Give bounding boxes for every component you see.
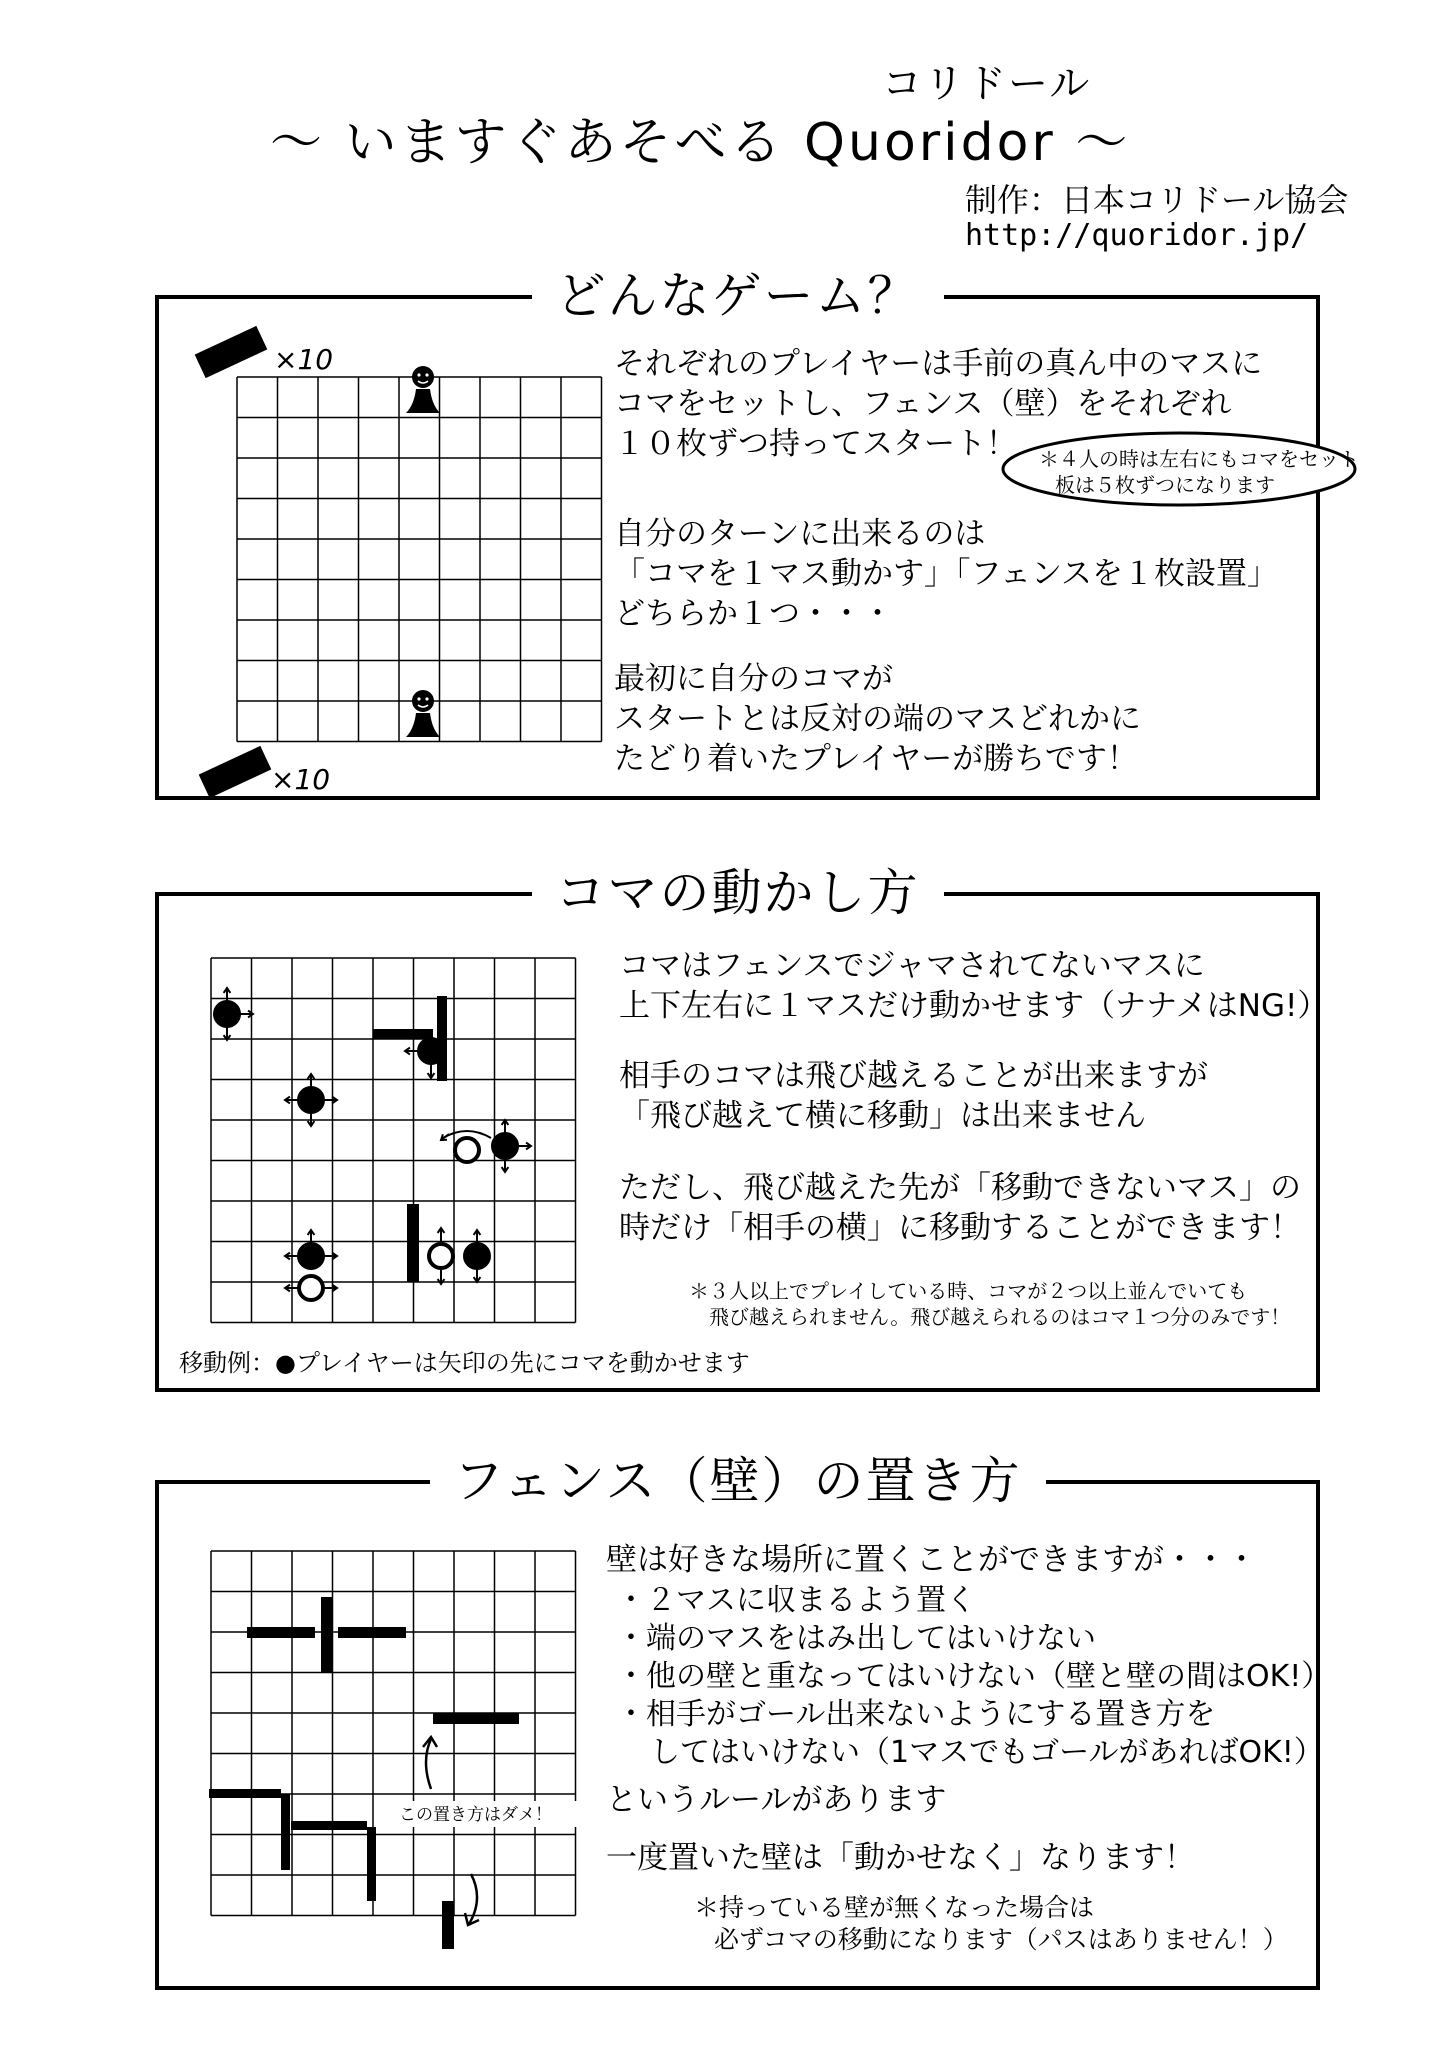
fence [373,1029,433,1039]
fence-placement-diagram [209,1549,589,1949]
fence-count-top: ×10 [274,343,334,376]
website-url[interactable]: http://quoridor.jp/ [965,218,1309,253]
fence-intro-text: 壁は好きな場所に置くことができますが・・・ [606,1542,1257,1578]
fence [407,1204,419,1282]
bad-placement-label: この置き方はダメ！ [399,1805,552,1825]
movement-caption: 移動例：●プレイヤーは矢印の先にコマを動かせます [179,1349,750,1377]
player-piece-icon [215,1002,239,1026]
section-pawn-movement [155,864,1329,1392]
intro-paragraph-2: 自分のターンに出来るのは 「コマを１マス動かす」「フェンスを１枚設置」 どちらか１つ・・・ [614,516,1279,632]
pawn-top-icon [406,366,440,413]
rule-item: してはいけない（1マスでもゴールがあればOK!） [650,1735,1324,1770]
rule-item: ・他の壁と重なってはいけない（壁と壁の間はOK!） [616,1659,1332,1694]
intro-paragraph-1: それぞれのプレイヤーは手前の真ん中のマスに コマをセットし、フェンス（壁）をそれぞれ １０枚ずつ持ってスタート！ [614,346,1263,462]
section-title: どんなゲーム？ [532,263,944,329]
page-title: ～ いますぐあそべる Quoridor ～ [270,113,1131,173]
fence-fixed-text: 一度置いた壁は「動かせなく」なります！ [606,1840,1195,1876]
section-what-game [155,267,1359,800]
arrow-icon [426,1739,431,1789]
section-title: フェンス（壁）の置き方 [430,1448,1046,1514]
rules-summary-text: というルールがあります [606,1782,947,1818]
fence [433,1713,519,1724]
section-fence-placement [155,1452,1332,1990]
opponent-piece-icon [429,1244,453,1268]
fence-stack-icon [195,326,268,378]
movement-example-diagram [209,956,589,1336]
title-ruby: コリドール [882,61,1092,107]
player-piece-icon [299,1088,323,1112]
movement-paragraph-1: コマはフェンスでジャマされてないマスに 上下左右に１マスだけ動かせます（ナナメはNG!） [619,948,1329,1024]
fence [209,1789,281,1798]
fence [281,1794,290,1870]
no-fence-note: ＊持っている壁が無くなった場合は 必ずコマの移動になります（パスはありません！） [694,1893,1288,1954]
player-piece-icon [419,1039,443,1063]
opponent-piece-icon [299,1276,323,1300]
rule-item: ・相手がゴール出来ないようにする置き方を [616,1697,1216,1732]
player-piece-icon [299,1244,323,1268]
rule-item: ・２マスに収まるよう置く [616,1583,976,1618]
fence [367,1827,376,1901]
fence-rules-list [616,1582,1331,1772]
intro-paragraph-3: 最初に自分のコマが スタートとは反対の端のマスどれかに たどり着いたプレイヤーが勝ちです！ [614,661,1141,777]
section-title: コマの動かし方 [532,860,944,926]
fence [321,1597,332,1673]
movement-paragraph-3: ただし、飛び越えた先が「移動できないマス」の 時だけ「相手の横」に移動することができます！ [619,1170,1301,1246]
fence [442,1901,454,1949]
fence [437,996,447,1081]
rule-item: ・端のマスをはみ出してはいけない [616,1621,1096,1656]
player-piece-icon [493,1134,517,1158]
jump-rule-note: ＊３人以上でプレイしている時、コマが２つ以上並んでいても 飛び越えられません。飛び越えられるのはコマ１つ分のみです！ [689,1279,1291,1329]
fence [247,1627,315,1638]
fence-count-bottom: ×10 [271,763,331,796]
arrow-icon [469,1874,477,1924]
four-player-note: ＊４人の時は左右にもコマをセット 板は５枚ずつになります [1039,447,1359,497]
fence [338,1627,406,1638]
pawn-bottom-icon [406,690,440,737]
fence-stack-icon [199,746,272,798]
credit-text: 制作：日本コリドール協会 [965,181,1349,219]
player-piece-icon [465,1244,489,1268]
opponent-piece-icon [455,1138,479,1162]
fence [291,1821,367,1830]
movement-paragraph-2: 相手のコマは飛び越えることが出来ますが 「飛び越えて横に移動」は出来ません [619,1058,1208,1134]
